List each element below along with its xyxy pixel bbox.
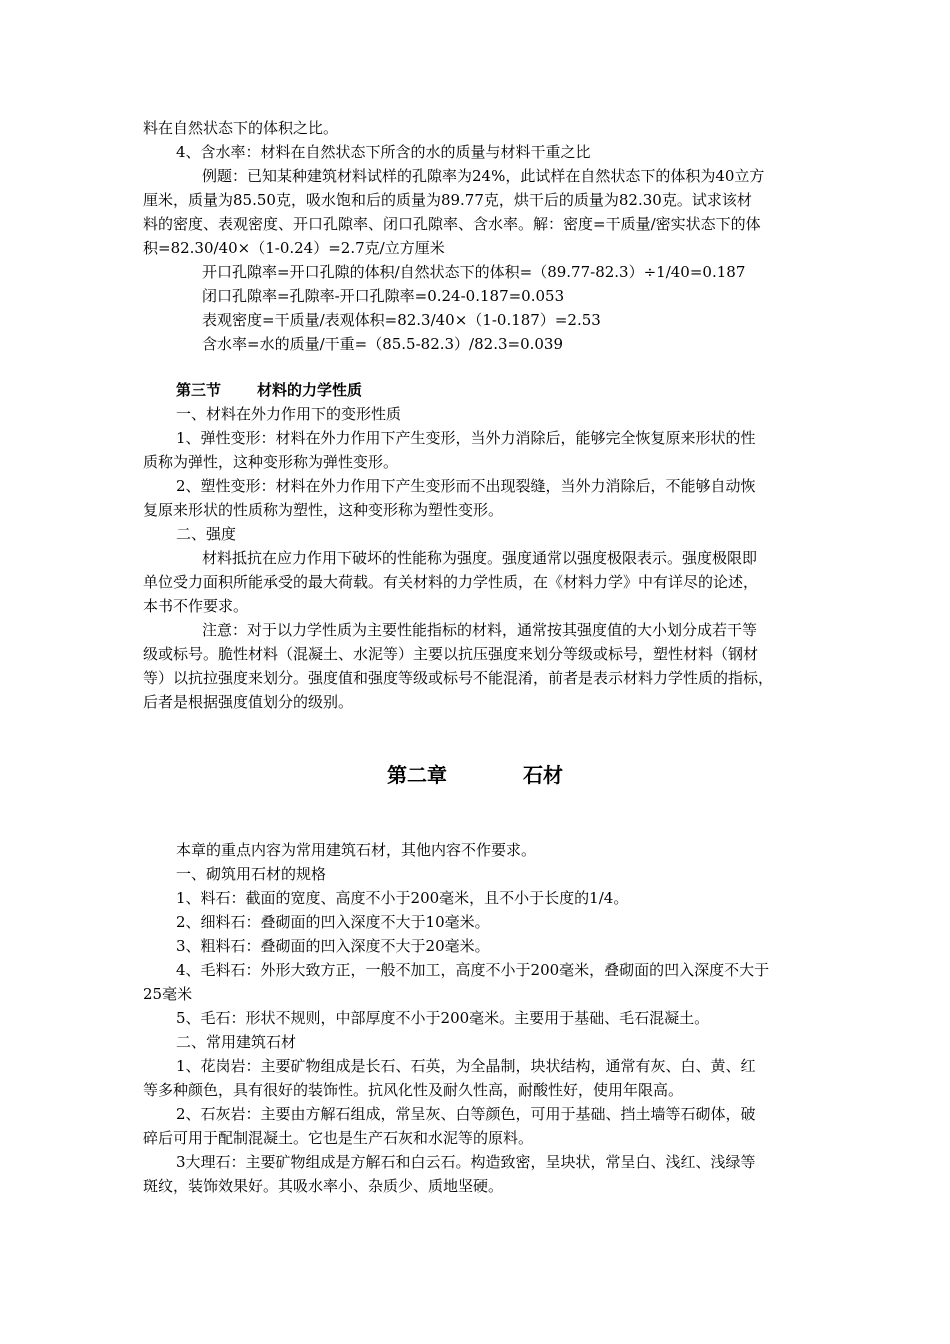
- text-line: 积=82.30/40×（1-0.24）=2.7克/立方厘米: [143, 239, 445, 257]
- section-heading: [176, 378, 362, 402]
- text-line: 等多种颜色，具有很好的装饰性。抗风化性及耐久性高，耐酸性好，使用年限高。: [143, 1081, 684, 1099]
- text-line: 含水率=水的质量/干重=（85.5-82.3）/82.3=0.039: [202, 335, 564, 353]
- text-line: 表观密度=干质量/表观体积=82.3/40×（1-0.187）=2.53: [202, 311, 601, 329]
- text-line: 开口孔隙率=开口孔隙的体积/自然状态下的体积=（89.77-82.3）÷1/40=0.187: [202, 263, 746, 281]
- text-line: 3、粗料石：叠砌面的凹入深度不大于20毫米。: [176, 937, 490, 955]
- text-line: 单位受力面积所能承受的最大荷载。有关材料的力学性质，在《材料力学》中有详尽的论述，: [143, 573, 759, 591]
- text-line: 4、含水率：材料在自然状态下所含的水的质量与材料干重之比: [176, 143, 591, 161]
- text-line: 5、毛石：形状不规则，中部厚度不小于200毫米。主要用于基础、毛石混凝土。: [176, 1009, 710, 1027]
- text-line: 碎后可用于配制混凝土。它也是生产石灰和水泥等的原料。: [143, 1129, 534, 1147]
- text-line: 例题：已知某种建筑材料试样的孔隙率为24%，此试样在自然状态下的体积为40立方: [202, 167, 765, 185]
- text-line: 等）以抗拉强度来划分。强度值和强度等级或标号不能混淆，前者是表示材料力学性质的指标，: [143, 669, 774, 687]
- chapter-title: 石材: [523, 763, 563, 787]
- text-line: 3大理石：主要矿物组成是方解石和白云石。构造致密，呈块状，常呈白、浅红、浅绿等: [176, 1153, 756, 1171]
- text-line: 后者是根据强度值划分的级别。: [143, 693, 354, 711]
- section-number: 第三节: [176, 381, 222, 399]
- text-line: 级或标号。脆性材料（混凝土、水泥等）主要以抗压强度来划分等级或标号，塑性材料（钢材: [143, 645, 759, 663]
- text-line: 2、石灰岩：主要由方解石组成，常呈灰、白等颜色，可用于基础、挡土墙等石砌体，破: [176, 1105, 756, 1123]
- text-line: 闭口孔隙率=孔隙率-开口孔隙率=0.24-0.187=0.053: [202, 287, 565, 305]
- text-line: 料在自然状态下的体积之比。: [143, 119, 339, 137]
- text-line: 斑纹，装饰效果好。其吸水率小、杂质少、质地坚硬。: [143, 1177, 504, 1195]
- text-line: 二、常用建筑石材: [176, 1033, 297, 1051]
- chapter-heading: [0, 760, 950, 790]
- text-line: 二、强度: [176, 525, 237, 543]
- text-line: 1、弹性变形：材料在外力作用下产生变形，当外力消除后，能够完全恢复原来形状的性: [176, 429, 756, 447]
- text-line: 1、料石：截面的宽度、高度不小于200毫米，且不小于长度的1/4。: [176, 889, 629, 907]
- text-line: 本章的重点内容为常用建筑石材，其他内容不作要求。: [176, 841, 537, 859]
- text-line: 质称为弹性，这种变形称为弹性变形。: [143, 453, 399, 471]
- text-line: 2、塑性变形：材料在外力作用下产生变形而不出现裂缝，当外力消除后，不能够自动恢: [176, 477, 756, 495]
- text-line: 1、花岗岩：主要矿物组成是长石、石英，为全晶制，块状结构，通常有灰、白、黄、红: [176, 1057, 756, 1075]
- text-line: 复原来形状的性质称为塑性，这种变形称为塑性变形。: [143, 501, 504, 519]
- text-line: 一、砌筑用石材的规格: [176, 865, 327, 883]
- text-line: 4、毛料石：外形大致方正，一般不加工，高度不小于200毫米，叠砌面的凹入深度不大于: [176, 961, 770, 979]
- text-line: 材料抵抗在应力作用下破坏的性能称为强度。强度通常以强度极限表示。强度极限即: [202, 549, 758, 567]
- text-line: 注意：对于以力学性质为主要性能指标的材料，通常按其强度值的大小划分成若干等: [202, 621, 758, 639]
- text-line: 料的密度、表观密度、开口孔隙率、闭口孔隙率、含水率。解：密度=干质量/密实状态下的体: [143, 215, 761, 233]
- section-title: 材料的力学性质: [257, 381, 363, 399]
- text-line: 一、材料在外力作用下的变形性质: [176, 405, 402, 423]
- text-line: 厘米，质量为85.50克，吸水饱和后的质量为89.77克，烘干后的质量为82.30克。试求该材: [143, 191, 752, 209]
- text-line: 2、细料石：叠砌面的凹入深度不大于10毫米。: [176, 913, 490, 931]
- text-line: 25毫米: [143, 985, 193, 1003]
- chapter-number: 第二章: [387, 763, 447, 787]
- text-line: 本书不作要求。: [143, 597, 249, 615]
